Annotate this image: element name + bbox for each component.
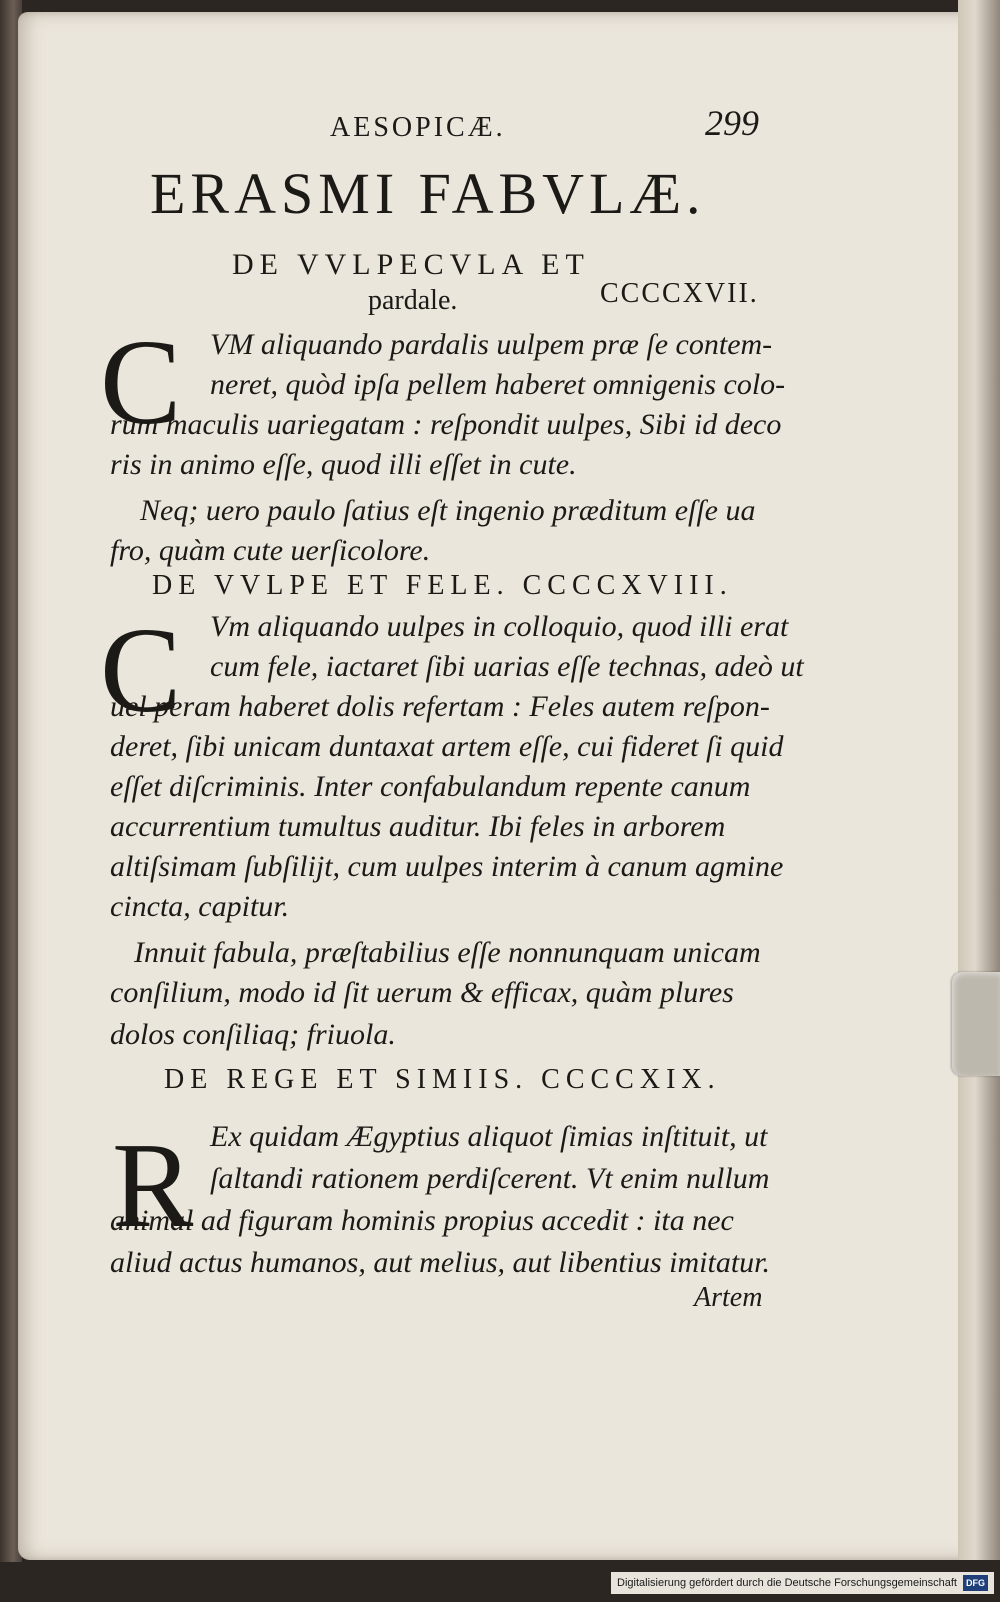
fable2-drop-initial: C: [100, 603, 182, 738]
fable2-line: Vm aliquando uulpes in colloquio, quod illi erat: [210, 610, 789, 643]
fable1-line: VM aliquando pardalis uulpem præ ſe contem-: [210, 328, 773, 361]
fable3-line: aliud actus humanos, aut melius, aut libentius imitatur.: [110, 1246, 771, 1279]
fable1-moral-line: fro, quàm cute uerſicolore.: [110, 534, 431, 567]
fable2-line: altiſsimam ſubſilijt, cum uulpes interim à canum agmine: [110, 850, 784, 883]
fable2-line: deret, ſibi unicam duntaxat artem eſſe, cui fideret ſi quid: [110, 730, 784, 763]
fable3-line: Ex quidam Ægyptius aliquot ſimias inſtituit, ut: [210, 1120, 768, 1153]
fable1-line: neret, quòd ipſa pellem haberet omnigenis colo-: [210, 368, 786, 401]
fable2-moral-line: conſilium, modo id ſit uerum & efficax, quàm plures: [110, 976, 734, 1009]
fable3-line: ſaltandi rationem perdiſcerent. Vt enim nullum: [210, 1162, 770, 1195]
bookmark-tab: [952, 972, 1000, 1076]
fable2-line: accurrentium tumultus auditur. Ibi feles in arborem: [110, 810, 726, 843]
fable1-line: ris in animo eſſe, quod illi eſſet in cute.: [110, 448, 577, 481]
fable3-line: animal ad figuram hominis propius accedit : ita nec: [110, 1204, 734, 1237]
digitization-credit: [611, 1572, 994, 1594]
fable2-line: eſſet diſcriminis. Inter confabulandum repente canum: [110, 770, 751, 803]
fable2-moral-line: Innuit fabula, præſtabilius eſſe nonnunquam unicam: [134, 936, 761, 969]
fable2-line: cincta, capitur.: [110, 890, 290, 923]
fable2-line: uel peram haberet dolis refertam : Feles autem reſpon-: [110, 690, 770, 723]
fable1-number: CCCCXVII.: [600, 278, 759, 309]
page-edge-stack: [958, 0, 1000, 1560]
fable1-heading-continued: pardale.: [368, 285, 458, 316]
fable2-line: cum fele, iactaret ſibi uarias eſſe technas, adeò ut: [210, 650, 804, 683]
page-title: ERASMI FABVLÆ.: [150, 161, 706, 226]
fable3-drop-initial: R: [112, 1118, 194, 1253]
fable3-heading: DE REGE ET SIMIIS. CCCCXIX.: [164, 1064, 721, 1095]
page-number: 299: [705, 103, 759, 143]
credit-text: Digitalisierung gefördert durch die Deutsche Forschungsgemeinschaft: [617, 1577, 957, 1589]
bottom-bar: [0, 1562, 1000, 1602]
fable1-heading: DE VVLPECVLA ET: [232, 248, 590, 281]
dfg-logo-icon: DFG: [963, 1575, 988, 1591]
catchword: Artem: [694, 1282, 763, 1313]
fable1-line: rum maculis uariegatam : reſpondit uulpes, Sibi id deco: [110, 408, 782, 441]
fable1-moral-line: Neq; uero paulo ſatius eſt ingenio præditum eſſe ua: [140, 494, 756, 527]
fable2-moral-line: dolos conſiliaq; friuola.: [110, 1018, 396, 1051]
running-head: AESOPICÆ.: [330, 112, 506, 143]
fable2-heading: DE VVLPE ET FELE. CCCCXVIII.: [152, 570, 733, 601]
fable1-drop-initial: C: [100, 315, 182, 450]
